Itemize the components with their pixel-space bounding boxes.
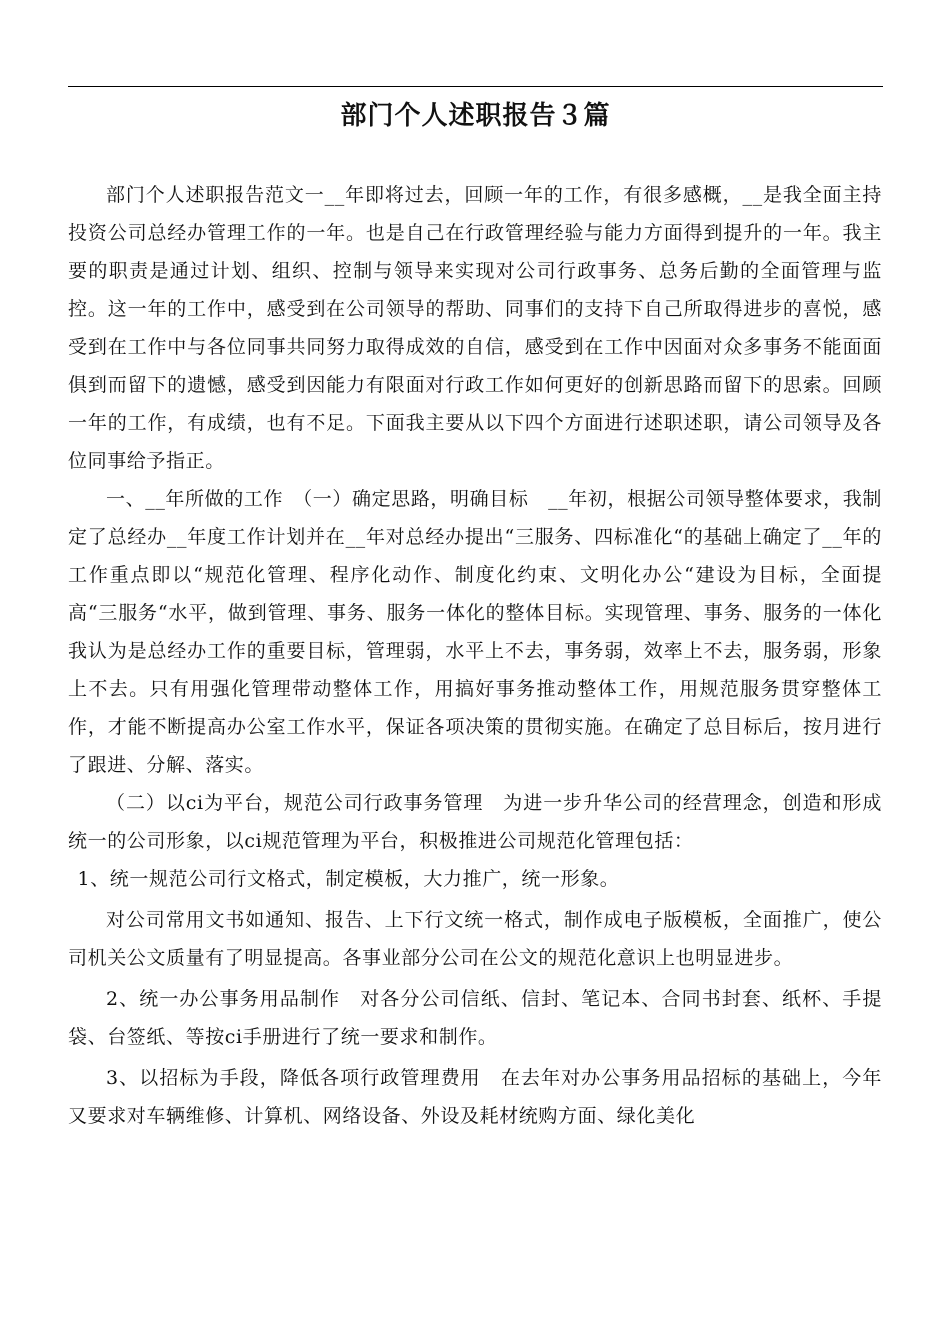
header-rule [68, 86, 883, 87]
paragraph-section-two: （二）以ci为平台，规范公司行政事务管理 为进一步升华公司的经营理念，创造和形成统一的公司形象，以ci规范管理为平台，积极推进公司规范化管理包括： [68, 792, 882, 852]
paragraph-item-two: 2、统一办公事务用品制作 对各分公司信纸、信封、笔记本、合同书封套、纸杯、手提袋、台签纸、等按ci手册进行了统一要求和制作。 [68, 988, 882, 1048]
document-title: 部门个人述职报告３篇 [340, 101, 611, 131]
paragraph-section-one: 一、__年所做的工作 （一）确定思路，明确目标 __年初，根据公司领导整体要求，我制定了总经办__年度工作计划并在__年对总经办提出“三服务、四标准化“的基础上确定了__年的工作重点即以“规范化管理、程序化动作、制度化约束、文明化办公“建设为目标，全面提高“三服务“水平，做到管理、事务、服务一体化的整体目标。实现管理、事务、服务的一体化我认为是总经办工作的重要目标，管理弱，水平上不去，事务弱，效率上不去，服务弱，形象上不去。只有用强化管理带动整体工作，用搞好事务推动整体工作，用规范服务贯穿整体工作，才能不断提高办公室工作水平，保证各项决策的贯彻实施。在确定了总目标后，按月进行了跟进、分解、落实。 [68, 488, 882, 776]
paragraph-item-one: 1、统一规范公司行文格式，制定模板，大力推广，统一形象。 [77, 868, 620, 890]
paragraph-item-one-detail: 对公司常用文书如通知、报告、上下行文统一格式，制作成电子版模板，全面推广，使公司机关公文质量有了明显提高。各事业部分公司在公文的规范化意识上也明显进步。 [68, 909, 882, 969]
paragraph-intro: 部门个人述职报告范文一__年即将过去，回顾一年的工作，有很多感概，__是我全面主持投资公司总经办管理工作的一年。也是自己在行政管理经验与能力方面得到提升的一年。我主要的职责是通过计划、组织、控制与领导来实现对公司行政事务、总务后勤的全面管理与监控。这一年的工作中，感受到在公司领导的帮助、同事们的支持下自己所取得进步的喜悦，感受到在工作中与各位同事共同努力取得成效的自信，感受到在工作中因面对众多事务不能面面俱到而留下的遗憾，感受到因能力有限面对行政工作如何更好的创新思路而留下的思索。回顾一年的工作，有成绩，也有不足。下面我主要从以下四个方面进行述职述职，请公司领导及各位同事给予指正。 [68, 184, 882, 472]
document-body [68, 176, 882, 1135]
paragraph-item-three: 3、以招标为手段，降低各项行政管理费用 在去年对办公事务用品招标的基础上，今年又要求对车辆维修、计算机、网络设备、外设及耗材统购方面、绿化美化 [68, 1067, 882, 1127]
